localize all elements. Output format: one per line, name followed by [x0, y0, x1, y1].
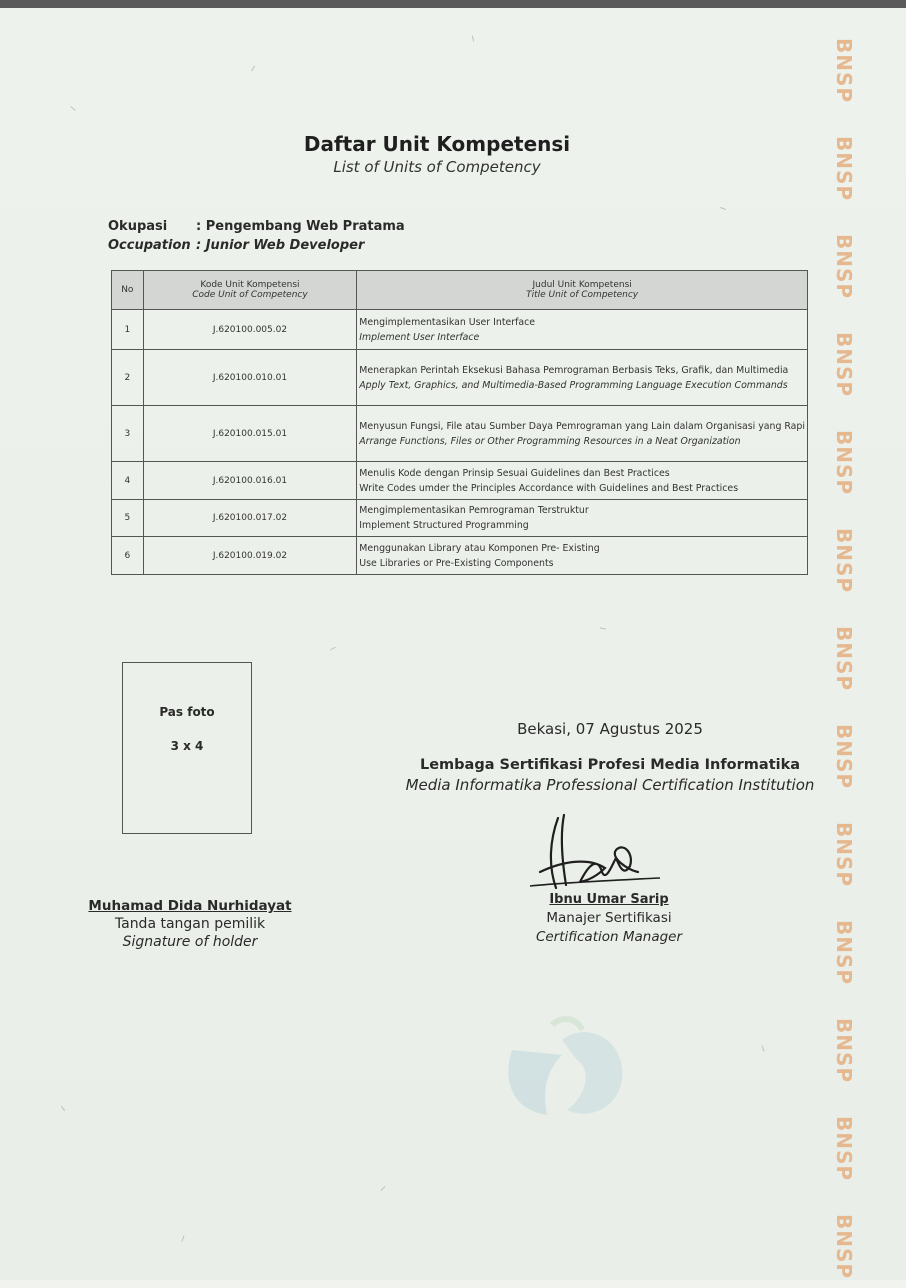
unit-title: [357, 406, 808, 462]
manager-role: Manajer Sertifikasi: [546, 910, 672, 926]
paper-fleck: [330, 647, 336, 651]
unit-code: J.620100.017.02: [143, 500, 357, 537]
watermark-text: BNSP: [832, 1116, 856, 1182]
photo-placeholder: [122, 662, 252, 834]
unit-title: [357, 310, 808, 350]
unit-title: [357, 350, 808, 406]
unit-code: J.620100.010.01: [143, 350, 357, 406]
watermark-text: BNSP: [832, 528, 856, 594]
occupation-label-en: Occupation: [108, 238, 191, 253]
unit-code: J.620100.019.02: [143, 537, 357, 575]
unit-title: [357, 537, 808, 575]
document-subtitle: List of Units of Competency: [333, 158, 541, 176]
unit-title-id: Menyusun Fungsi, File atau Sumber Daya Pemrograman yang Lain dalam Organisasi yang Rapi: [359, 420, 805, 432]
paper-fleck: [720, 207, 726, 210]
watermark-text: BNSP: [832, 332, 856, 398]
top-edge: [0, 0, 906, 8]
header-no: No: [112, 271, 144, 310]
institution-name: Lembaga Sertifikasi Profesi Media Informatika: [419, 757, 801, 773]
paper-fleck: [472, 35, 475, 41]
certificate-page: [0, 8, 906, 1280]
manager-role-en: Certification Manager: [535, 929, 683, 945]
institution-name-en: Media Informatika Professional Certification Institution: [405, 776, 815, 794]
occupation-label: Okupasi: [108, 219, 168, 234]
unit-title-en: Use Libraries or Pre-Existing Components: [359, 557, 554, 569]
row-number: 3: [112, 406, 144, 462]
watermark-text: BNSP: [832, 920, 856, 986]
row-number: 5: [112, 500, 144, 537]
unit-title-en: Arrange Functions, Files or Other Programming Resources in a Neat Organization: [359, 435, 741, 447]
paper-fleck: [762, 1046, 765, 1052]
unit-code: J.620100.005.02: [143, 310, 357, 350]
paper-fleck: [182, 1236, 185, 1242]
row-number: 4: [112, 462, 144, 500]
document-title: Daftar Unit Kompetensi: [303, 132, 571, 156]
holder-role-en: Signature of holder: [122, 934, 258, 950]
row-number: 1: [112, 310, 144, 350]
table-row: [112, 537, 808, 575]
photo-size: 3 x 4: [170, 739, 204, 753]
table-row: [112, 500, 808, 537]
header-title: [357, 271, 808, 310]
header-title-en: Title Unit of Competency: [526, 290, 639, 300]
unit-title-id: Mengimplementasikan User Interface: [359, 316, 536, 328]
institution-logo: [492, 1010, 642, 1140]
watermark-text: BNSP: [832, 1018, 856, 1084]
bnsp-watermark: [832, 38, 862, 1288]
header-code: [143, 271, 357, 310]
header-code-id: Kode Unit Kompetensi: [200, 280, 300, 290]
unit-title-id: Menulis Kode dengan Prinsip Sesuai Guidelines dan Best Practices: [359, 467, 670, 479]
watermark-text: BNSP: [832, 626, 856, 692]
photo-label: Pas foto: [159, 705, 215, 719]
table-row: [112, 462, 808, 500]
table-header-row: [112, 271, 808, 310]
unit-title-id: Menggunakan Library atau Komponen Pre- Existing: [359, 542, 600, 554]
place-date: Bekasi, 07 Agustus 2025: [517, 720, 703, 738]
watermark-text: BNSP: [832, 136, 856, 202]
watermark-text: BNSP: [832, 234, 856, 300]
competency-table: [111, 270, 808, 575]
row-number: 6: [112, 537, 144, 575]
table-row: [112, 406, 808, 462]
watermark-text: BNSP: [832, 1214, 856, 1280]
paper-fleck: [381, 1186, 386, 1191]
occupation-value: : Pengembang Web Pratama: [196, 219, 405, 234]
manager-signature: [520, 810, 670, 900]
table-row: [112, 350, 808, 406]
unit-title: [357, 462, 808, 500]
unit-title-id: Menerapkan Perintah Eksekusi Bahasa Pemrograman Berbasis Teks, Grafik, dan Multimedia: [359, 364, 789, 376]
table-body: [112, 310, 808, 575]
holder-name: Muhamad Dida Nurhidayat: [88, 898, 292, 914]
watermark-text: BNSP: [832, 822, 856, 888]
occupation-row-id: [108, 219, 405, 234]
unit-title-en: Apply Text, Graphics, and Multimedia-Based Programming Language Execution Commands: [359, 379, 788, 391]
unit-title-en: Implement Structured Programming: [359, 520, 529, 531]
row-number: 2: [112, 350, 144, 406]
unit-title-en: Write Codes umder the Principles Accordance with Guidelines and Best Practices: [359, 482, 739, 494]
watermark-text: BNSP: [832, 38, 856, 104]
header-title-id: Judul Unit Kompetensi: [532, 280, 632, 290]
unit-code: J.620100.015.01: [143, 406, 357, 462]
holder-role: Tanda tangan pemilik: [114, 916, 266, 932]
paper-fleck: [61, 1106, 65, 1111]
manager-name: Ibnu Umar Sarip: [549, 892, 669, 907]
unit-title-en: Implement User Interface: [359, 331, 480, 343]
header-code-en: Code Unit of Competency: [192, 290, 308, 300]
paper-fleck: [70, 106, 75, 111]
occupation-value-en: : Junior Web Developer: [196, 238, 365, 253]
occupation-row-en: [108, 238, 364, 253]
watermark-text: BNSP: [832, 430, 856, 496]
paper-fleck: [251, 66, 255, 72]
unit-title: [357, 500, 808, 537]
paper-fleck: [600, 627, 606, 629]
table-row: [112, 310, 808, 350]
watermark-text: BNSP: [832, 724, 856, 790]
unit-title-id: Mengimplementasikan Pemrograman Terstruktur: [359, 505, 589, 516]
unit-code: J.620100.016.01: [143, 462, 357, 500]
